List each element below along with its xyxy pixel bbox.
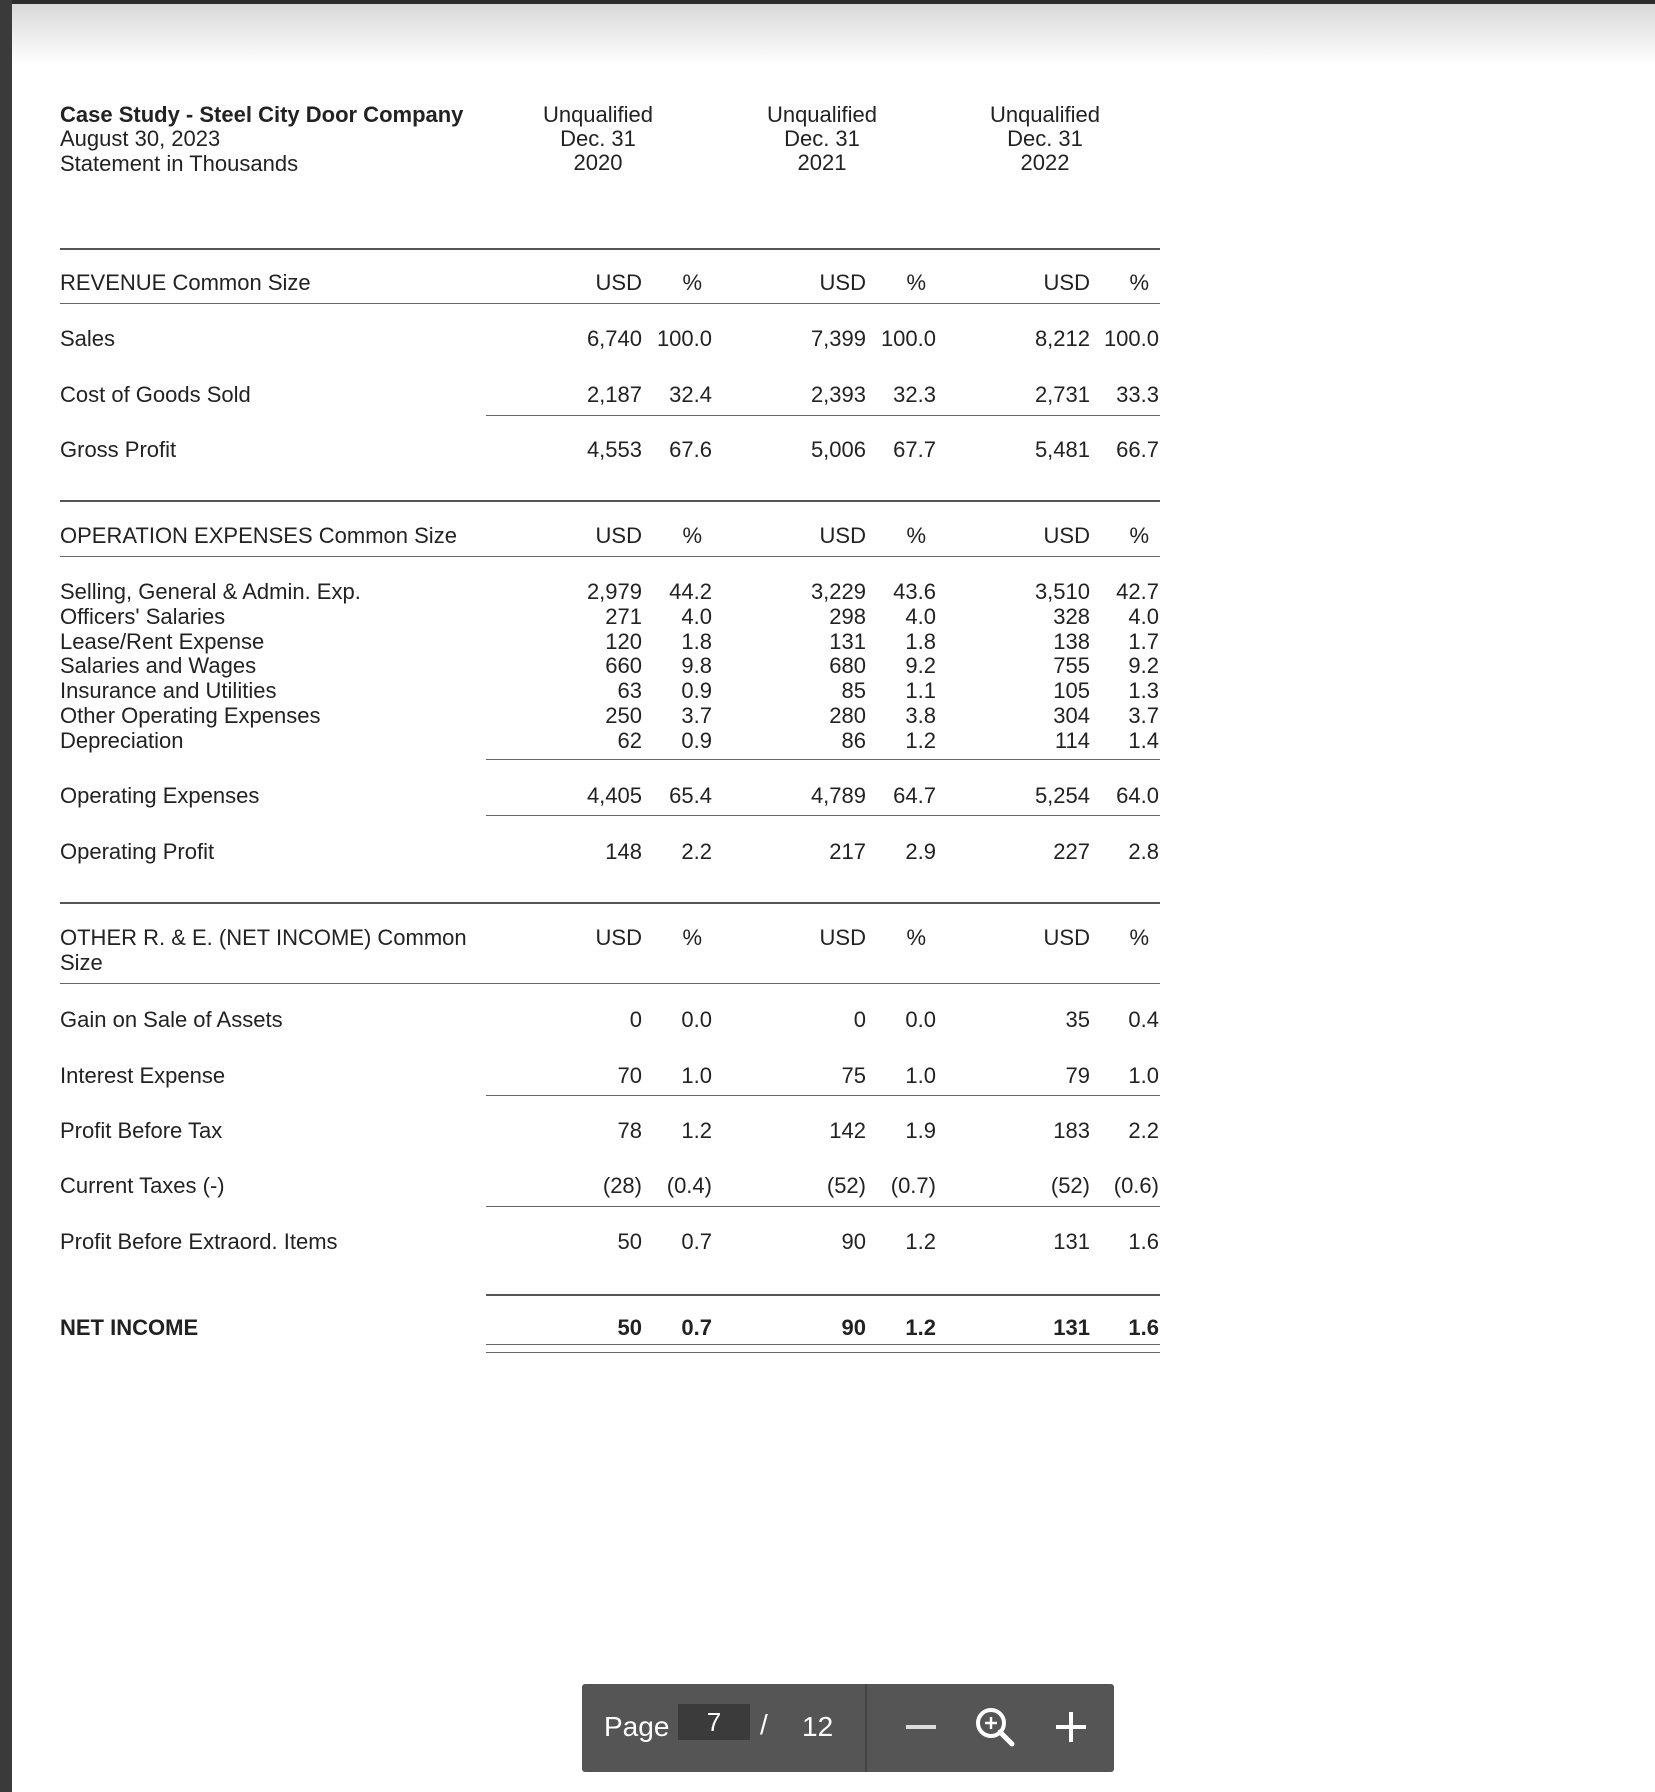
- opex-detail-row-usd: 271: [605, 603, 642, 629]
- opex-detail-row-percent: 0.9: [681, 678, 712, 704]
- other-row-usd: 70: [617, 1063, 642, 1088]
- percent-column-header: %: [682, 523, 702, 548]
- net-income-row-usd: 90: [841, 1315, 866, 1340]
- column-header-opinion: Unqualified: [766, 102, 878, 127]
- report-date: August 30, 2023: [60, 126, 221, 151]
- other-row-usd: (52): [1050, 1173, 1090, 1198]
- revenue-row-usd: 2,393: [810, 382, 866, 407]
- operating-profit-row-percent: 2.8: [1128, 839, 1159, 864]
- section-top-rule: [60, 500, 1160, 502]
- opex-detail-row-usd: 328: [1053, 603, 1090, 629]
- other-section-title-cont: Size: [60, 950, 103, 975]
- revenue-row-usd: 6,740: [586, 326, 642, 351]
- opex-detail-row-percent: 1.3: [1128, 678, 1159, 704]
- revenue-row-usd: 7,399: [810, 326, 866, 351]
- net-income-row-label: NET INCOME: [60, 1315, 199, 1340]
- net-income-row-percent: 1.2: [905, 1315, 936, 1340]
- company-title: Case Study - Steel City Door Company: [60, 102, 464, 127]
- subtotal-rule: [486, 415, 1160, 416]
- toolbar-divider: [865, 1684, 867, 1772]
- opex-detail-row-usd: 120: [605, 628, 642, 654]
- other-row-usd: 78: [617, 1118, 642, 1143]
- page-number-input[interactable]: 7: [678, 1704, 750, 1740]
- opex-detail-row-percent: 1.4: [1128, 727, 1159, 753]
- net-income-row-percent: 1.6: [1128, 1315, 1159, 1340]
- percent-column-header: %: [1129, 523, 1149, 548]
- opex-detail-row-percent: 3.7: [1128, 703, 1159, 728]
- column-header-period: Dec. 31: [1007, 126, 1083, 151]
- operating-profit-row-usd: 217: [829, 839, 866, 864]
- minus-icon: [892, 1698, 950, 1756]
- operating-expenses-row-percent: 64.7: [893, 783, 936, 808]
- usd-column-header: USD: [819, 270, 866, 295]
- page-navigation-toolbar: [582, 1684, 1114, 1772]
- other-row-usd: 90: [841, 1229, 866, 1254]
- operating-expenses-row-percent: 65.4: [669, 783, 712, 808]
- other-row-percent: 1.6: [1128, 1229, 1159, 1254]
- percent-column-header: %: [1129, 270, 1149, 295]
- revenue-row-percent: 32.3: [893, 382, 936, 407]
- operating-profit-row-percent: 2.9: [905, 839, 936, 864]
- revenue-row-label: Sales: [60, 326, 116, 351]
- percent-column-header: %: [682, 925, 702, 950]
- opex-detail-row-label: Other Operating Expenses: [60, 703, 321, 728]
- operating-expenses-row-label: Operating Expenses: [60, 783, 260, 808]
- total-pages: 12: [802, 1711, 834, 1742]
- zoom-icon: [966, 1698, 1024, 1756]
- percent-column-header: %: [906, 270, 926, 295]
- opex-detail-row-usd: 660: [605, 653, 642, 679]
- revenue-row-percent: 33.3: [1116, 382, 1159, 407]
- other-row-label: Profit Before Extraord. Items: [60, 1229, 338, 1254]
- opex-detail-row-percent: 3.7: [681, 703, 712, 728]
- other-row-usd: 131: [1053, 1229, 1090, 1254]
- double-rule: [486, 1352, 1160, 1353]
- opex-detail-row-usd: 2,979: [586, 579, 642, 604]
- revenue-row-percent: 100.0: [880, 326, 936, 351]
- other-row-usd: 50: [617, 1229, 642, 1254]
- other-row-label: Gain on Sale of Assets: [60, 1007, 283, 1032]
- page-top-shadow: [12, 4, 1655, 64]
- plus-icon: [1042, 1698, 1100, 1756]
- opex-detail-row-percent: 42.7: [1116, 579, 1159, 604]
- page-separator: /: [760, 1709, 768, 1740]
- background-strip: [0, 0, 12, 1792]
- section-header-rule: [60, 303, 1160, 304]
- other-row-percent: 1.2: [681, 1118, 712, 1143]
- opex-detail-row-usd: 85: [841, 678, 866, 704]
- net-income-row-usd: 50: [617, 1315, 642, 1340]
- operating-expenses-row-usd: 4,405: [586, 783, 642, 808]
- other-row-percent: 1.0: [1128, 1063, 1159, 1088]
- other-row-usd: (52): [826, 1173, 866, 1198]
- section-top-rule: [60, 902, 1160, 904]
- operating-profit-row-usd: 148: [605, 839, 642, 864]
- column-header-opinion: Unqualified: [989, 102, 1101, 127]
- opex-detail-row-percent: 1.8: [905, 628, 936, 654]
- report-units: Statement in Thousands: [60, 151, 299, 176]
- page-label: Page: [604, 1711, 670, 1742]
- zoom-out-button[interactable]: [892, 1698, 950, 1756]
- subtotal-rule: [486, 759, 1160, 760]
- revenue-row-percent: 67.7: [893, 437, 936, 462]
- opex-detail-row-percent: 4.0: [1128, 603, 1159, 629]
- other-row-usd: 79: [1065, 1063, 1090, 1088]
- revenue-row-usd: 5,481: [1034, 437, 1090, 462]
- opex-detail-row-label: Insurance and Utilities: [60, 678, 277, 704]
- opex-detail-row-usd: 3,229: [810, 579, 866, 604]
- net-income-row-usd: 131: [1053, 1315, 1090, 1340]
- other-row-percent: 2.2: [1128, 1118, 1159, 1143]
- percent-column-header: %: [906, 523, 926, 548]
- other-row-percent: 1.2: [905, 1229, 936, 1254]
- opex-detail-row-usd: 755: [1053, 653, 1090, 679]
- opex-detail-row-usd: 63: [617, 678, 642, 704]
- revenue-row-percent: 100.0: [656, 326, 712, 351]
- opex-detail-row-label: Depreciation: [60, 727, 184, 753]
- usd-column-header: USD: [595, 925, 642, 950]
- opex-section-title: OPERATION EXPENSES Common Size: [60, 523, 457, 548]
- opex-detail-row-percent: 9.8: [681, 653, 712, 679]
- opex-detail-row-usd: 62: [617, 727, 642, 753]
- opex-detail-row-percent: 44.2: [669, 579, 712, 604]
- revenue-row-usd: 2,187: [586, 382, 642, 407]
- other-row-percent: 1.0: [681, 1063, 712, 1088]
- revenue-row-usd: 4,553: [586, 437, 642, 462]
- other-row-percent: (0.4): [666, 1173, 712, 1198]
- revenue-row-usd: 8,212: [1034, 326, 1090, 351]
- revenue-row-percent: 100.0: [1103, 326, 1159, 351]
- other-row-percent: 1.0: [905, 1063, 936, 1088]
- opex-detail-row-percent: 4.0: [681, 603, 712, 629]
- usd-column-header: USD: [1043, 270, 1090, 295]
- other-row-percent: (0.6): [1113, 1173, 1159, 1198]
- other-row-usd: 35: [1065, 1007, 1090, 1032]
- revenue-row-usd: 2,731: [1034, 382, 1090, 407]
- other-section-title: OTHER R. & E. (NET INCOME) Common: [60, 925, 467, 950]
- percent-column-header: %: [1129, 925, 1149, 950]
- double-rule: [486, 1344, 1160, 1345]
- other-row-percent: 1.9: [905, 1118, 936, 1143]
- revenue-row-label: Cost of Goods Sold: [60, 382, 251, 407]
- usd-column-header: USD: [595, 523, 642, 548]
- revenue-row-percent: 67.6: [669, 437, 712, 462]
- opex-detail-row-usd: 105: [1053, 678, 1090, 704]
- opex-detail-row-usd: 131: [829, 628, 866, 654]
- opex-detail-row-label: Officers' Salaries: [60, 603, 226, 629]
- usd-column-header: USD: [819, 523, 866, 548]
- revenue-row-label: Gross Profit: [60, 437, 177, 462]
- opex-detail-row-percent: 1.2: [905, 727, 936, 753]
- opex-detail-row-usd: 3,510: [1034, 579, 1090, 604]
- opex-detail-row-usd: 680: [829, 653, 866, 679]
- other-row-percent: 0.4: [1128, 1007, 1159, 1032]
- other-row-usd: 183: [1053, 1118, 1090, 1143]
- revenue-row-percent: 32.4: [669, 382, 712, 407]
- other-row-usd: 142: [829, 1118, 866, 1143]
- subtotal-rule: [486, 1206, 1160, 1207]
- opex-detail-row-usd: 298: [829, 603, 866, 629]
- other-row-usd: 0: [853, 1007, 866, 1032]
- opex-detail-row-percent: 43.6: [893, 579, 936, 604]
- section-header-rule: [60, 983, 1160, 984]
- column-header-opinion: Unqualified: [542, 102, 654, 127]
- opex-detail-row-percent: 9.2: [1128, 653, 1159, 679]
- operating-profit-row-usd: 227: [1053, 839, 1090, 864]
- column-header-year: 2021: [797, 150, 847, 175]
- zoom-in-button[interactable]: [1042, 1698, 1100, 1756]
- subtotal-rule: [486, 815, 1160, 816]
- opex-detail-row-label: Salaries and Wages: [60, 653, 257, 679]
- opex-detail-row-usd: 304: [1053, 703, 1090, 728]
- pdf-page: [12, 4, 1655, 1792]
- column-header-year: 2020: [573, 150, 623, 175]
- operating-expenses-row-percent: 64.0: [1116, 783, 1159, 808]
- other-row-label: Interest Expense: [60, 1063, 226, 1088]
- operating-profit-row-label: Operating Profit: [60, 839, 215, 864]
- other-row-usd: 0: [629, 1007, 642, 1032]
- opex-detail-row-percent: 9.2: [905, 653, 936, 679]
- revenue-row-usd: 5,006: [810, 437, 866, 462]
- revenue-row-percent: 66.7: [1116, 437, 1159, 462]
- column-header-period: Dec. 31: [560, 126, 636, 151]
- operating-profit-row-percent: 2.2: [681, 839, 712, 864]
- opex-detail-row-percent: 3.8: [905, 703, 936, 728]
- opex-detail-row-usd: 86: [841, 727, 866, 753]
- usd-column-header: USD: [819, 925, 866, 950]
- usd-column-header: USD: [1043, 925, 1090, 950]
- revenue-section-title: REVENUE Common Size: [60, 270, 311, 295]
- opex-detail-row-percent: 4.0: [905, 603, 936, 629]
- opex-detail-row-percent: 1.7: [1128, 628, 1159, 654]
- opex-detail-row-percent: 1.8: [681, 628, 712, 654]
- percent-column-header: %: [682, 270, 702, 295]
- zoom-fit-button[interactable]: [966, 1698, 1024, 1756]
- opex-detail-row-usd: 114: [1054, 727, 1090, 753]
- subtotal-rule: [486, 1095, 1160, 1096]
- percent-column-header: %: [906, 925, 926, 950]
- operating-expenses-row-usd: 4,789: [810, 783, 866, 808]
- other-row-label: Current Taxes (-): [60, 1173, 225, 1198]
- other-row-usd: (28): [602, 1173, 642, 1198]
- net-income-row-percent: 0.7: [681, 1315, 712, 1340]
- section-top-rule: [60, 248, 1160, 250]
- section-header-rule: [60, 556, 1160, 557]
- net-income-top-rule: [486, 1294, 1160, 1296]
- opex-detail-row-label: Selling, General & Admin. Exp.: [60, 579, 361, 604]
- other-row-label: Profit Before Tax: [60, 1118, 223, 1143]
- other-row-percent: 0.0: [905, 1007, 936, 1032]
- usd-column-header: USD: [1043, 523, 1090, 548]
- opex-detail-row-percent: 0.9: [681, 727, 712, 753]
- opex-detail-row-usd: 280: [829, 703, 866, 728]
- column-header-year: 2022: [1020, 150, 1070, 175]
- other-row-usd: 75: [841, 1063, 866, 1088]
- other-row-percent: 0.7: [681, 1229, 712, 1254]
- opex-detail-row-usd: 250: [605, 703, 642, 728]
- other-row-percent: 0.0: [681, 1007, 712, 1032]
- opex-detail-row-label: Lease/Rent Expense: [60, 628, 265, 654]
- opex-detail-row-percent: 1.1: [905, 678, 936, 704]
- usd-column-header: USD: [595, 270, 642, 295]
- other-row-percent: (0.7): [890, 1173, 936, 1198]
- column-header-period: Dec. 31: [784, 126, 860, 151]
- opex-detail-row-usd: 138: [1053, 628, 1090, 654]
- operating-expenses-row-usd: 5,254: [1034, 783, 1090, 808]
